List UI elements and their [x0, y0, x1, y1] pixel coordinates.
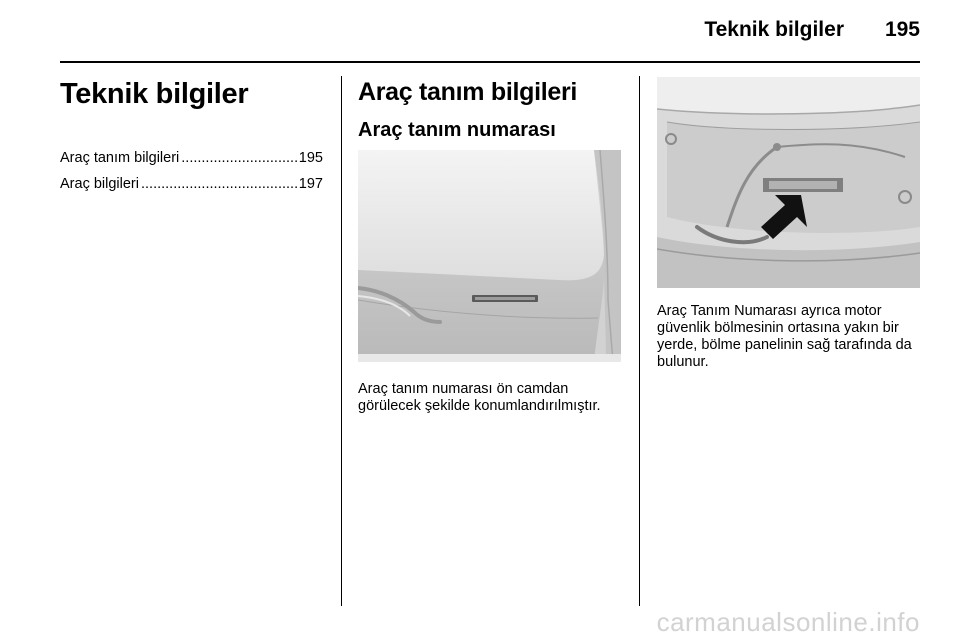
figure-caption: Araç Tanım Numarası ayrıca motor güvenlik bölmesinin ortasına yakın bir yerde, bölme panelinin sağ tarafında da bulunur.	[657, 303, 912, 370]
toc-entry-page: 195	[298, 150, 323, 166]
toc-entry-page: 197	[298, 176, 323, 192]
chapter-title: Teknik bilgiler	[60, 78, 249, 110]
page-number: 195	[884, 18, 920, 41]
toc-leader-dots	[141, 176, 297, 192]
column-divider-left	[341, 76, 342, 606]
toc-entry-label: Araç tanım bilgileri	[60, 150, 180, 166]
toc-entry-label: Araç bilgileri	[60, 176, 139, 192]
windscreen-vin-plate-illustration	[358, 150, 621, 362]
engine-bay-vin-arrow-illustration	[657, 77, 920, 288]
figure-caption: Araç tanım numarası ön camdan görülecek şekilde konumlandırılmıştır.	[358, 381, 601, 414]
toc-leader-dots	[181, 150, 297, 166]
column-divider-right	[639, 76, 640, 606]
watermark: carmanualsonline.info	[656, 607, 920, 637]
table-of-contents	[60, 150, 323, 202]
header-rule	[60, 61, 920, 63]
running-header-title: Teknik bilgiler	[704, 18, 844, 41]
section-heading: Araç tanım bilgileri	[358, 78, 578, 106]
section-subheading: Araç tanım numarası	[358, 119, 556, 141]
toc-entry[interactable]	[60, 176, 323, 202]
toc-entry[interactable]	[60, 150, 323, 176]
